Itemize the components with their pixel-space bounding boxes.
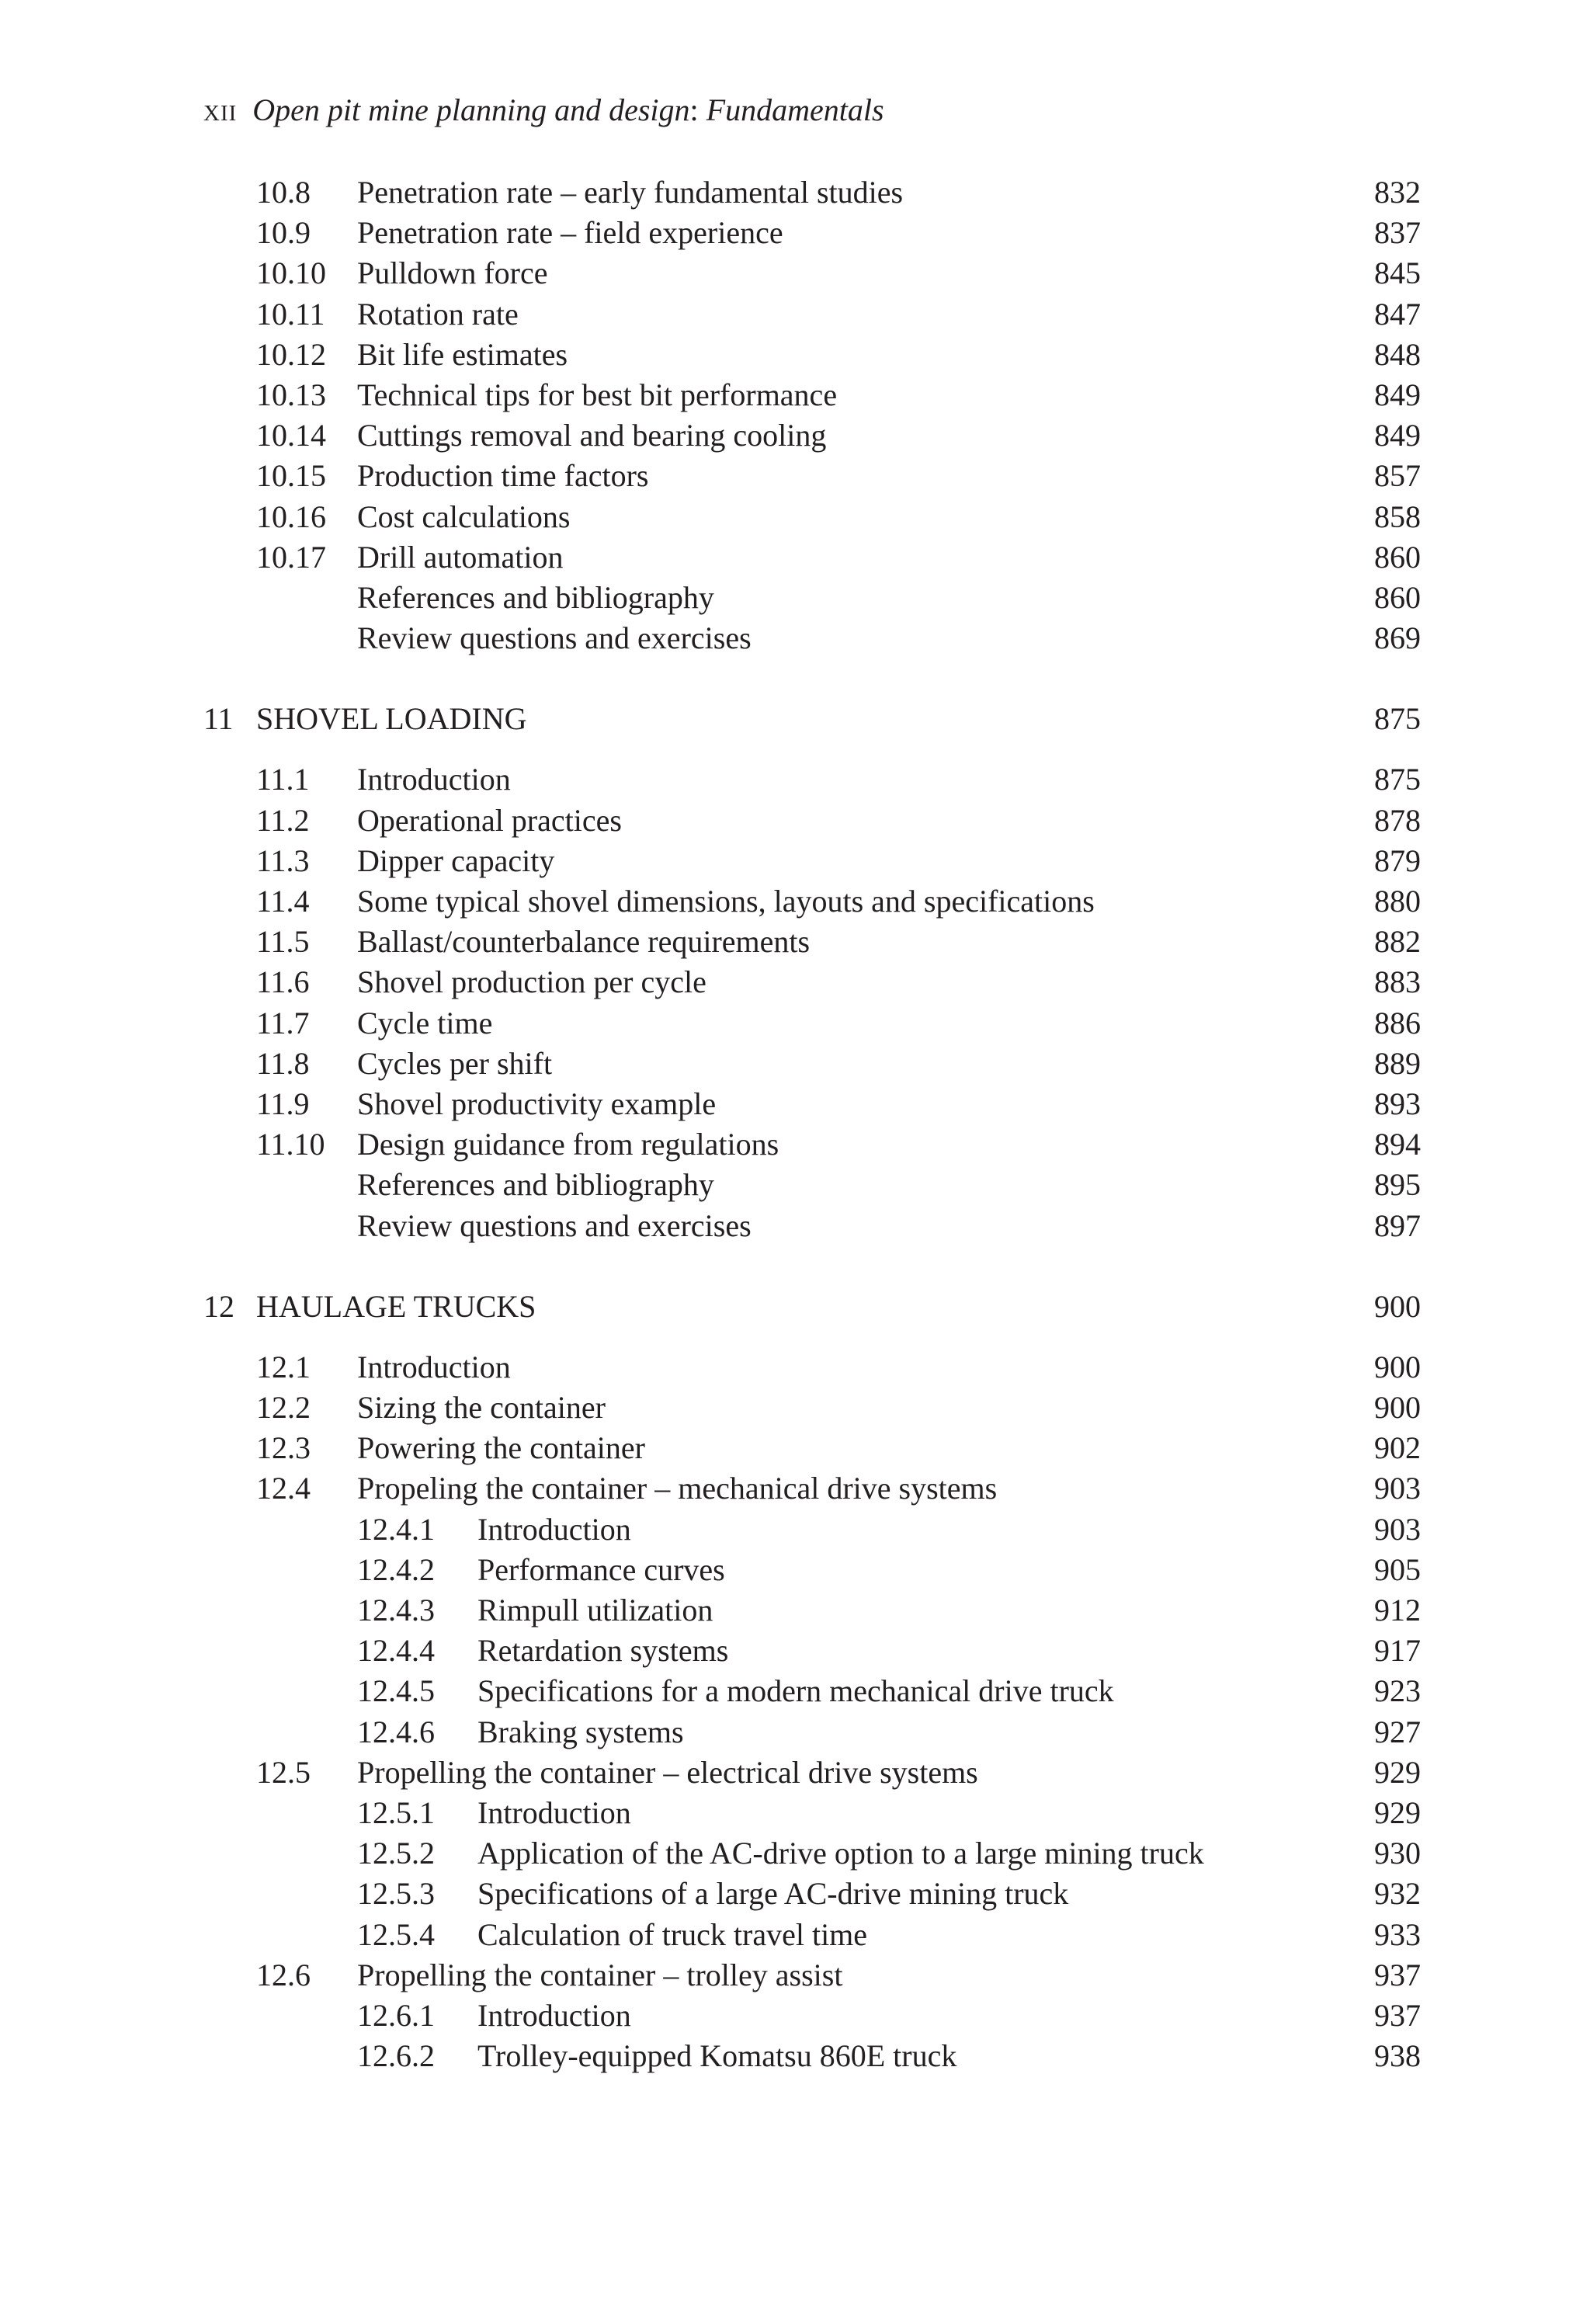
toc-entry-number: 10.15 xyxy=(256,458,326,494)
toc-section-row[interactable] xyxy=(0,881,1590,922)
toc-entry-number: 12.4.5 xyxy=(357,1673,435,1709)
toc-entry-page: 849 xyxy=(1374,377,1421,412)
toc-entry-number: 10.16 xyxy=(256,498,326,534)
toc-entry-title: Rotation rate xyxy=(357,296,519,332)
toc-entry-title: Operational practices xyxy=(357,802,622,838)
toc-entry-title: Penetration rate – early fundamental studies xyxy=(357,175,904,210)
toc-entry-title: Cycle time xyxy=(357,1005,493,1040)
toc-entry-title: Powering the container xyxy=(357,1430,645,1466)
toc-subsection-row[interactable] xyxy=(0,1590,1590,1631)
toc-entry-title: Some typical shovel dimensions, layouts and specifications xyxy=(357,884,1095,919)
toc-entry-number: 12.5.4 xyxy=(357,1916,435,1952)
toc-entry-number: 11.7 xyxy=(256,1005,310,1040)
toc-entry-title: Retardation systems xyxy=(477,1633,729,1669)
toc-section-row[interactable] xyxy=(0,537,1590,578)
toc-entry-number: 10.8 xyxy=(256,175,311,210)
toc-entry-page: 832 xyxy=(1374,175,1421,210)
toc-subsection-row[interactable] xyxy=(0,2036,1590,2076)
toc-entry-number: 10.10 xyxy=(256,255,326,291)
toc-entry-page: 902 xyxy=(1374,1430,1421,1466)
toc-section-row[interactable] xyxy=(0,294,1590,335)
toc-entry-title: Braking systems xyxy=(477,1714,684,1749)
toc-subsection-row[interactable] xyxy=(0,1833,1590,1874)
toc-entry-title: Shovel production per cycle xyxy=(357,964,706,1000)
toc-entry-title: Penetration rate – field experience xyxy=(357,215,783,251)
toc-entry-page: 932 xyxy=(1374,1876,1421,1912)
toc-entry-page: 860 xyxy=(1374,539,1421,575)
toc-entry-page: 923 xyxy=(1374,1673,1421,1709)
toc-entry-page: 849 xyxy=(1374,418,1421,453)
toc-section-row[interactable] xyxy=(0,1428,1590,1468)
toc-entry-number: 11.6 xyxy=(256,964,310,1000)
toc-subsection-row[interactable] xyxy=(0,1874,1590,1914)
toc-entry-title: Sizing the container xyxy=(357,1390,606,1426)
toc-entry-title: Ballast/counterbalance requirements xyxy=(357,924,811,960)
toc-entry-number: 12.4.1 xyxy=(357,1511,435,1547)
toc-entry-page: 937 xyxy=(1374,1997,1421,2033)
toc-section-row[interactable] xyxy=(0,172,1590,213)
toc-section-row[interactable] xyxy=(0,335,1590,375)
toc-entry-number: 10.12 xyxy=(256,336,326,372)
toc-entry-title: Introduction xyxy=(357,762,511,797)
toc-entry-number: 12.5 xyxy=(256,1754,311,1790)
toc-entry-title: Introduction xyxy=(477,1997,631,2033)
toc-entry-page: 893 xyxy=(1374,1086,1421,1121)
toc-section-row[interactable] xyxy=(0,1003,1590,1044)
toc-entry-page: 927 xyxy=(1374,1714,1421,1749)
toc-entry-title: Trolley-equipped Komatsu 860E truck xyxy=(477,2038,957,2074)
toc-entry-page: 860 xyxy=(1374,579,1421,615)
toc-entry-number: 12.5.3 xyxy=(357,1876,435,1912)
toc-entry-page: 857 xyxy=(1374,458,1421,494)
toc-subsection-row[interactable] xyxy=(0,1631,1590,1671)
toc-entry-page: 882 xyxy=(1374,924,1421,960)
toc-chapter-row[interactable] xyxy=(0,1287,1590,1327)
toc-section-row[interactable] xyxy=(0,841,1590,881)
toc-section-row[interactable] xyxy=(0,618,1590,658)
toc-entry-page: 894 xyxy=(1374,1127,1421,1162)
toc-entry-number: 12.5.1 xyxy=(357,1794,435,1830)
toc-entry-title: Dipper capacity xyxy=(357,842,555,878)
toc-section-row[interactable] xyxy=(0,1955,1590,1996)
toc-entry-page: 903 xyxy=(1374,1471,1421,1506)
toc-entry-number: 11 xyxy=(203,701,234,737)
toc-section-row[interactable] xyxy=(0,1206,1590,1246)
toc-entry-number: 11.5 xyxy=(256,924,310,960)
book-title-colon: : xyxy=(689,92,699,127)
toc-entry-page: 900 xyxy=(1374,1390,1421,1426)
toc-subsection-row[interactable] xyxy=(0,1509,1590,1550)
toc-entry-number: 11.9 xyxy=(256,1086,310,1121)
toc-entry-title: SHOVEL LOADING xyxy=(256,701,527,737)
toc-entry-page: 869 xyxy=(1374,620,1421,656)
toc-entry-page: 903 xyxy=(1374,1511,1421,1547)
toc-entry-title: Rimpull utilization xyxy=(477,1593,713,1627)
running-header xyxy=(203,87,884,134)
toc-entry-number: 12.6.1 xyxy=(357,1997,435,2033)
toc-entry-number: 12 xyxy=(203,1288,234,1324)
toc-entry-title: Cuttings removal and bearing cooling xyxy=(357,418,827,453)
toc-entry-page: 889 xyxy=(1374,1045,1421,1081)
toc-entry-number: 11.2 xyxy=(256,802,310,838)
toc-entry-number: 11.8 xyxy=(256,1045,310,1081)
toc-chapter-row[interactable] xyxy=(0,699,1590,739)
toc-entry-page: 930 xyxy=(1374,1836,1421,1871)
toc-entry-title: Review questions and exercises xyxy=(357,1207,752,1243)
toc-entry-page: 900 xyxy=(1374,1288,1421,1324)
toc-entry-number: 11.1 xyxy=(256,762,310,797)
toc-section-row[interactable] xyxy=(0,415,1590,456)
toc-entry-number: 10.17 xyxy=(256,539,326,575)
toc-entry-page: 879 xyxy=(1374,842,1421,878)
toc-entry-page: 937 xyxy=(1374,1957,1421,1992)
toc-entry-title: Design guidance from regulations xyxy=(357,1127,779,1162)
toc-entry-number: 12.4.6 xyxy=(357,1714,435,1749)
toc-entry-page: 883 xyxy=(1374,964,1421,1000)
toc-section-row[interactable] xyxy=(0,375,1590,415)
toc-section-row[interactable] xyxy=(0,497,1590,537)
book-title: Open pit mine planning and design xyxy=(252,92,690,127)
toc-section-row[interactable] xyxy=(0,1084,1590,1124)
toc-subsection-row[interactable] xyxy=(0,1550,1590,1590)
toc-entry-page: 929 xyxy=(1374,1754,1421,1790)
toc-entry-title: HAULAGE TRUCKS xyxy=(256,1288,536,1324)
toc-entry-number: 12.3 xyxy=(256,1430,311,1466)
toc-entry-title: Introduction xyxy=(477,1511,631,1547)
toc-entry-number: 11.3 xyxy=(256,842,310,878)
toc-entry-number: 11.10 xyxy=(256,1127,325,1162)
toc-entry-title: Propelling the container – trolley assist xyxy=(357,1957,843,1992)
toc-entry-number: 12.6 xyxy=(256,1957,311,1992)
book-subtitle: Fundamentals xyxy=(706,92,884,127)
toc-subsection-row[interactable] xyxy=(0,1996,1590,2036)
toc-entry-page: 837 xyxy=(1374,215,1421,251)
page-number-roman: XII xyxy=(203,101,238,126)
toc-entry-title: Shovel productivity example xyxy=(357,1086,717,1121)
toc-entry-number: 12.6.2 xyxy=(357,2038,435,2074)
toc-entry-page: 933 xyxy=(1374,1916,1421,1952)
toc-entry-title: Calculation of truck travel time xyxy=(477,1916,868,1952)
toc-entry-page: 900 xyxy=(1374,1349,1421,1384)
toc-entry-title: References and bibliography xyxy=(357,579,714,615)
toc-entry-title: Specifications of a large AC-drive mining truck xyxy=(477,1876,1069,1912)
toc-entry-title: Propelling the container – electrical drive systems xyxy=(357,1754,978,1790)
toc-entry-page: 875 xyxy=(1374,762,1421,797)
toc-entry-page: 878 xyxy=(1374,802,1421,838)
toc-entry-title: Propeling the container – mechanical drive systems xyxy=(357,1471,998,1506)
toc-section-row[interactable] xyxy=(0,1388,1590,1428)
toc-section-row[interactable] xyxy=(0,1753,1590,1793)
toc-entry-number: 10.14 xyxy=(256,418,326,453)
toc-section-row[interactable] xyxy=(0,1468,1590,1509)
toc-section-row[interactable] xyxy=(0,1044,1590,1084)
toc-entry-page: 917 xyxy=(1374,1633,1421,1669)
toc-entry-page: 929 xyxy=(1374,1794,1421,1830)
toc-subsection-row[interactable] xyxy=(0,1793,1590,1833)
toc-entry-title: Review questions and exercises xyxy=(357,620,752,656)
toc-entry-title: Application of the AC-drive option to a large mining truck xyxy=(477,1836,1204,1871)
toc-section-row[interactable] xyxy=(0,962,1590,1002)
toc-entry-number: 10.11 xyxy=(256,296,325,332)
toc-entry-title: Introduction xyxy=(477,1794,631,1830)
toc-entry-number: 10.13 xyxy=(256,377,326,412)
toc-entry-title: Production time factors xyxy=(357,458,649,494)
toc-entry-page: 912 xyxy=(1374,1593,1421,1627)
toc-entry-page: 905 xyxy=(1374,1551,1421,1587)
toc-section-row[interactable] xyxy=(0,1165,1590,1205)
toc-entry-number: 12.4.3 xyxy=(357,1593,435,1627)
toc-section-row[interactable] xyxy=(0,1124,1590,1165)
toc-entry-number: 12.1 xyxy=(256,1349,311,1384)
toc-entry-page: 895 xyxy=(1374,1167,1421,1203)
toc-entry-page: 847 xyxy=(1374,296,1421,332)
toc-section-row[interactable] xyxy=(0,759,1590,800)
toc-entry-page: 858 xyxy=(1374,498,1421,534)
toc-entry-number: 12.5.2 xyxy=(357,1836,435,1871)
toc-entry-page: 848 xyxy=(1374,336,1421,372)
toc-section-row[interactable] xyxy=(0,922,1590,962)
toc-entry-number: 11.4 xyxy=(256,884,310,919)
toc-section-row[interactable] xyxy=(0,456,1590,496)
toc-section-row[interactable] xyxy=(0,253,1590,294)
toc-entry-title: Bit life estimates xyxy=(357,336,568,372)
toc-entry-title: Pulldown force xyxy=(357,255,548,291)
toc-entry-title: Cycles per shift xyxy=(357,1045,553,1081)
toc-entry-page: 886 xyxy=(1374,1005,1421,1040)
toc-entry-title: Drill automation xyxy=(357,539,564,575)
toc-entry-number: 12.4.4 xyxy=(357,1633,435,1669)
toc-entry-title: Technical tips for best bit performance xyxy=(357,377,838,412)
toc-section-row[interactable] xyxy=(0,1347,1590,1388)
toc-entry-title: Performance curves xyxy=(477,1551,725,1587)
toc-entry-title: Specifications for a modern mechanical drive truck xyxy=(477,1673,1114,1709)
toc-entry-page: 875 xyxy=(1374,701,1421,737)
toc-entry-page: 880 xyxy=(1374,884,1421,919)
toc-entry-page: 938 xyxy=(1374,2038,1421,2074)
toc-entry-title: References and bibliography xyxy=(357,1167,714,1203)
toc-entry-number: 12.4.2 xyxy=(357,1551,435,1587)
toc-section-row[interactable] xyxy=(0,213,1590,253)
table-of-contents xyxy=(0,172,1590,2076)
toc-entry-page: 897 xyxy=(1374,1207,1421,1243)
toc-subsection-row[interactable] xyxy=(0,1712,1590,1753)
toc-entry-number: 12.2 xyxy=(256,1390,311,1426)
toc-entry-number: 10.9 xyxy=(256,215,311,251)
toc-entry-title: Introduction xyxy=(357,1349,511,1384)
toc-section-row[interactable] xyxy=(0,578,1590,618)
toc-entry-title: Cost calculations xyxy=(357,498,571,534)
toc-subsection-row[interactable] xyxy=(0,1671,1590,1711)
toc-entry-number: 12.4 xyxy=(256,1471,311,1506)
toc-section-row[interactable] xyxy=(0,801,1590,841)
toc-entry-page: 845 xyxy=(1374,255,1421,291)
toc-subsection-row[interactable] xyxy=(0,1915,1590,1955)
